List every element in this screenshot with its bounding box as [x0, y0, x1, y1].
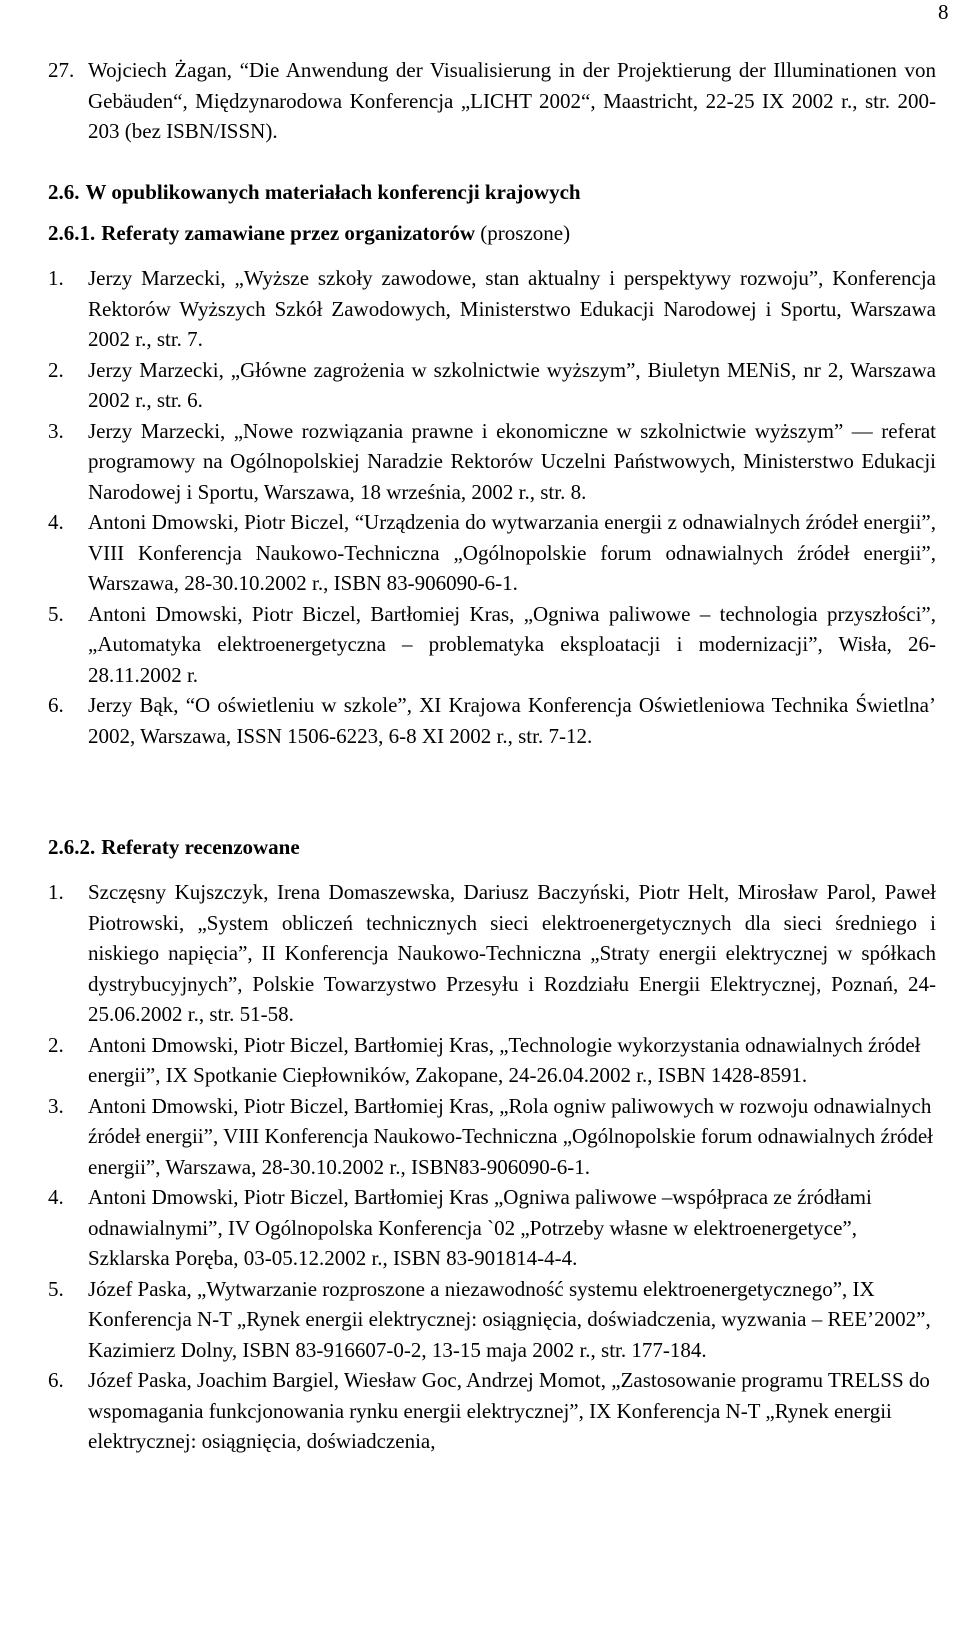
item-number: 27. — [48, 58, 75, 82]
bibliography-list-top — [48, 55, 936, 147]
item-number: 4. — [48, 1185, 64, 1209]
item-number: 2. — [48, 357, 64, 382]
section-heading-2-6-1 — [48, 218, 570, 249]
item-number: 1. — [48, 880, 64, 904]
item-text: Józef Paska, „Wytwarzanie rozproszone a niezawodność systemu elektroenergetycznego”, IX Konferencja N-T „Rynek energii elektrycznej: osiągnięcia, doświadczenia, wyzwania – REE’2002”, Kazimierz Dolny, ISBN 83-916607-0-2, 13-15 maja 2002 r., str. 177-184. — [88, 1276, 931, 1362]
bibliography-list-invited — [48, 263, 936, 751]
section-title: Referaty zamawiane przez organizatorów — [101, 221, 476, 245]
item-number: 6. — [48, 1368, 64, 1392]
page-number: 8 — [938, 0, 949, 24]
section-number: 2.6.2. — [48, 835, 96, 859]
item-number: 1. — [48, 266, 64, 290]
list-item — [48, 55, 936, 147]
item-text: Antoni Dmowski, Piotr Biczel, Bartłomiej Kras, „Rola ogniw paliwowych w rozwoju odnawialnych źródeł energii”, VIII Konferencja Naukowo-Techniczna „Ogólnopolskie forum odnawialnych źródeł energii”, Warszawa, 28-30.10.2002 r., ISBN83-906090-6-1. — [88, 1093, 934, 1179]
item-text: Wojciech Żagan, “Die Anwendung der Visualisierung in der Projektierung der Illuminationen von Gebäuden“, Międzynarodowa Konferencja „LICHT 2002“, Maastricht, 22-25 IX 2002 r., str. 200-203 (bez ISBN/ISSN). — [88, 58, 936, 143]
item-text: Jerzy Marzecki, „Nowe rozwiązania prawne i ekonomiczne w szkolnictwie wyższym” — referat programowy na Ogólnopolskiej Naradzie Rektorów Uczelni Państwowych, Ministerstwo Edukacji Narodowej i Sportu, Warszawa, 18 września, 2002 r., str. 8. — [88, 418, 936, 504]
item-number: 6. — [48, 693, 64, 717]
item-text: Jerzy Marzecki, „Wyższe szkoły zawodowe, stan aktualny i perspektywy rozwoju”, Konferencja Rektorów Wyższych Szkół Zawodowych, Ministerstwo Edukacji Narodowej i Sportu, Warszawa 2002 r., str. 7. — [88, 266, 936, 351]
item-text: Jerzy Marzecki, „Główne zagrożenia w szkolnictwie wyższym”, Biuletyn MENiS, nr 2, Warszawa 2002 r., str. 6. — [88, 357, 936, 412]
list-item — [48, 599, 936, 691]
item-text: Jerzy Bąk, “O oświetleniu w szkole”, XI Krajowa Konferencja Oświetleniowa Technika Świetlna’ 2002, Warszawa, ISSN 1506-6223, 6-8 XI 2002 r., str. 7-12. — [88, 693, 936, 748]
list-item — [48, 1182, 936, 1274]
section-note: (proszone) — [480, 221, 571, 245]
list-item — [48, 877, 936, 1030]
section-heading-2-6-2 — [48, 832, 300, 863]
section-title: W opublikowanych materiałach konferencji krajowych — [85, 180, 581, 204]
list-item — [48, 1091, 936, 1183]
item-number: 3. — [48, 418, 64, 443]
section-heading-2-6 — [48, 177, 581, 208]
section-number: 2.6. — [48, 180, 80, 204]
item-number: 2. — [48, 1032, 64, 1057]
list-item — [48, 1274, 936, 1366]
list-item — [48, 1365, 936, 1457]
list-item — [48, 416, 936, 508]
item-text: Józef Paska, Joachim Bargiel, Wiesław Goc, Andrzej Momot, „Zastosowanie programu TRELSS do wspomagania funkcjonowania rynku energii elektrycznej”, IX Konferencja N-T „Rynek energii elektrycznej: osiągnięcia, doświadczenia, — [88, 1368, 930, 1453]
section-title: Referaty recenzowane — [101, 835, 300, 859]
item-text: Antoni Dmowski, Piotr Biczel, Bartłomiej Kras, „Ogniwa paliwowe – technologia przyszłości”, „Automatyka elektroenergetyczna – problematyka eksploatacji i modernizacji”, Wisła, 26-28.11.2002 r. — [88, 601, 936, 687]
list-item — [48, 355, 936, 416]
item-text: Antoni Dmowski, Piotr Biczel, Bartłomiej Kras, „Technologie wykorzystania odnawialnych źródeł energii”, IX Spotkanie Ciepłowników, Zakopane, 24-26.04.2002 r., ISBN 1428-8591. — [88, 1032, 921, 1087]
list-item — [48, 263, 936, 355]
item-number: 5. — [48, 601, 64, 626]
item-text: Antoni Dmowski, Piotr Biczel, Bartłomiej Kras „Ogniwa paliwowe –współpraca ze źródłami odnawialnymi”, IV Ogólnopolska Konferencja `02 „Potrzeby własne w elektroenergetyce”, Szklarska Poręba, 03-05.12.2002 r., ISBN 83-901814-4-4. — [88, 1185, 872, 1270]
item-number: 5. — [48, 1276, 64, 1301]
section-number: 2.6.1. — [48, 221, 96, 245]
item-number: 4. — [48, 510, 64, 534]
list-item — [48, 1030, 936, 1091]
list-item — [48, 690, 936, 751]
list-item — [48, 507, 936, 599]
item-number: 3. — [48, 1093, 64, 1118]
item-text: Antoni Dmowski, Piotr Biczel, “Urządzenia do wytwarzania energii z odnawialnych źródeł energii”, VIII Konferencja Naukowo-Techniczna „Ogólnopolskie forum odnawialnych źródeł energii”, Warszawa, 28-30.10.2002 r., ISBN 83-906090-6-1. — [88, 510, 936, 595]
item-text: Szczęsny Kujszczyk, Irena Domaszewska, Dariusz Baczyński, Piotr Helt, Mirosław Parol, Paweł Piotrowski, „System obliczeń technicznych sieci elektroenergetycznych dla sieci średniego i niskiego napięcia”, II Konferencja Naukowo-Techniczna „Straty energii elektrycznej w spółkach dystrybucyjnych”, Polskie Towarzystwo Przesyłu i Rozdziału Energii Elektrycznej, Poznań, 24-25.06.2002 r., str. 51-58. — [88, 880, 936, 1026]
bibliography-list-reviewed — [48, 877, 936, 1457]
